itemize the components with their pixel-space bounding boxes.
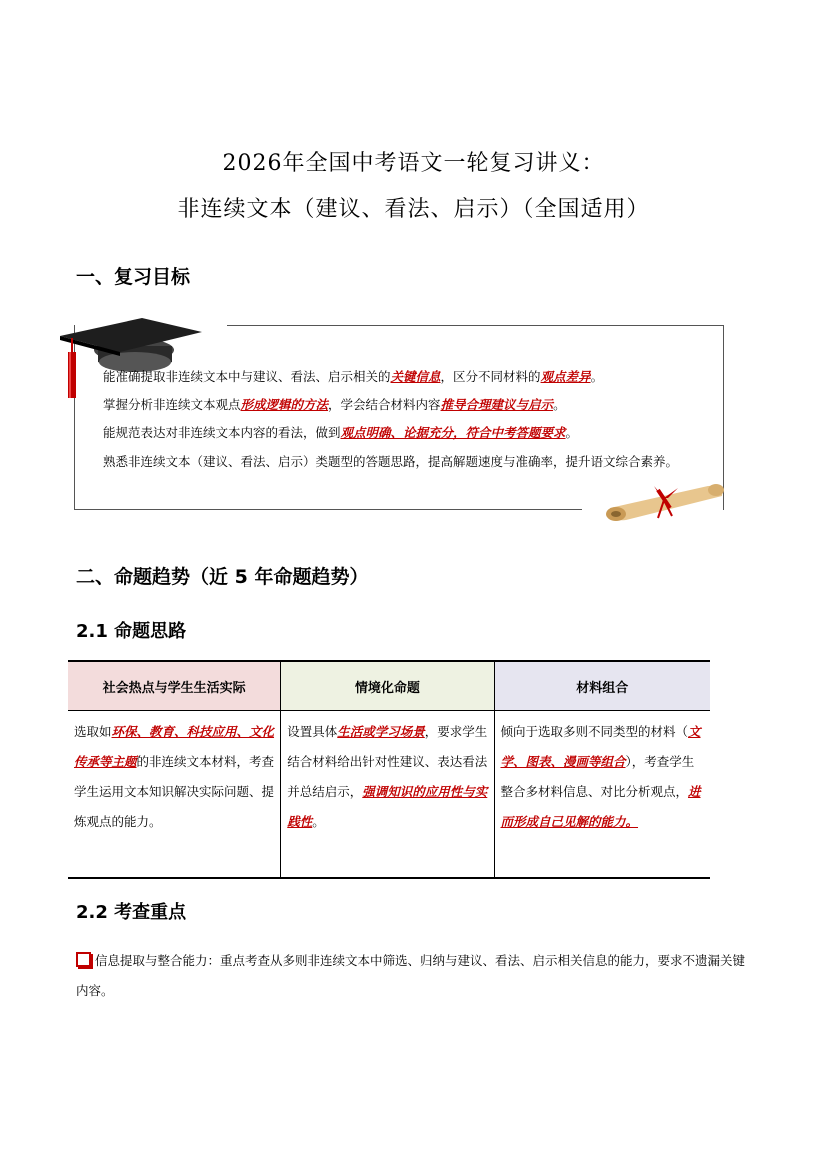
scroll-diploma-icon: [600, 478, 728, 526]
title-line-1: 2026年全国中考语文一轮复习讲义：: [222, 151, 605, 176]
focus-item: [76, 946, 756, 1006]
table-header: 材料组合: [494, 661, 710, 711]
subsection-2-2-heading: 2.2 考查重点: [76, 902, 187, 923]
goals-list: [103, 363, 703, 473]
table-header: 社会热点与学生生活实际: [68, 661, 281, 711]
checkbox-icon: [76, 952, 91, 967]
goal-item: 能准确提取非连续文本中与建议、看法、启示相关的关键信息，区分不同材料的观点差异。: [103, 369, 604, 384]
proposition-table: [68, 660, 710, 879]
table-cell: 设置具体生活或学习场景，要求学生结合材料给出针对性建议、表达看法并总结启示，强调知识的应用性与实践性。: [281, 711, 494, 879]
focus-text: ：重点考查从多则非连续文本中筛选、归纳与建议、看法、启示相关信息的能力，要求不遗漏关键内容。: [76, 953, 746, 998]
goal-item: 熟悉非连续文本（建议、看法、启示）类题型的答题思路，提高解题速度与准确率，提升语文综合素养。: [103, 454, 679, 469]
title-line-2: 非连续文本（建议、看法、启示）（全国适用）: [177, 197, 650, 222]
table-cell: 倾向于选取多则不同类型的材料（文学、图表、漫画等组合），考查学生整合多材料信息、对比分析观点，进而形成自己见解的能力。: [500, 724, 701, 829]
table-cell: 选取如环保、教育、科技应用、文化传承等主题的非连续文本材料，考查学生运用文本知识解决实际问题、提炼观点的能力。: [74, 724, 275, 829]
section2-heading: 二、命题趋势（近 5 年命题趋势）: [76, 566, 369, 588]
table-header: 情境化命题: [281, 661, 494, 711]
focus-label: 信息提取与整合能力: [95, 953, 208, 968]
goal-item: 掌握分析非连续文本观点形成逻辑的方法，学会结合材料内容推导合理建议与启示。: [103, 397, 566, 412]
section1-heading: 一、复习目标: [76, 266, 191, 288]
subsection-2-1-heading: 2.1 命题思路: [76, 621, 187, 642]
goal-item: 能规范表达对非连续文本内容的看法，做到观点明确、论据充分，符合中考答题要求。: [103, 425, 579, 440]
